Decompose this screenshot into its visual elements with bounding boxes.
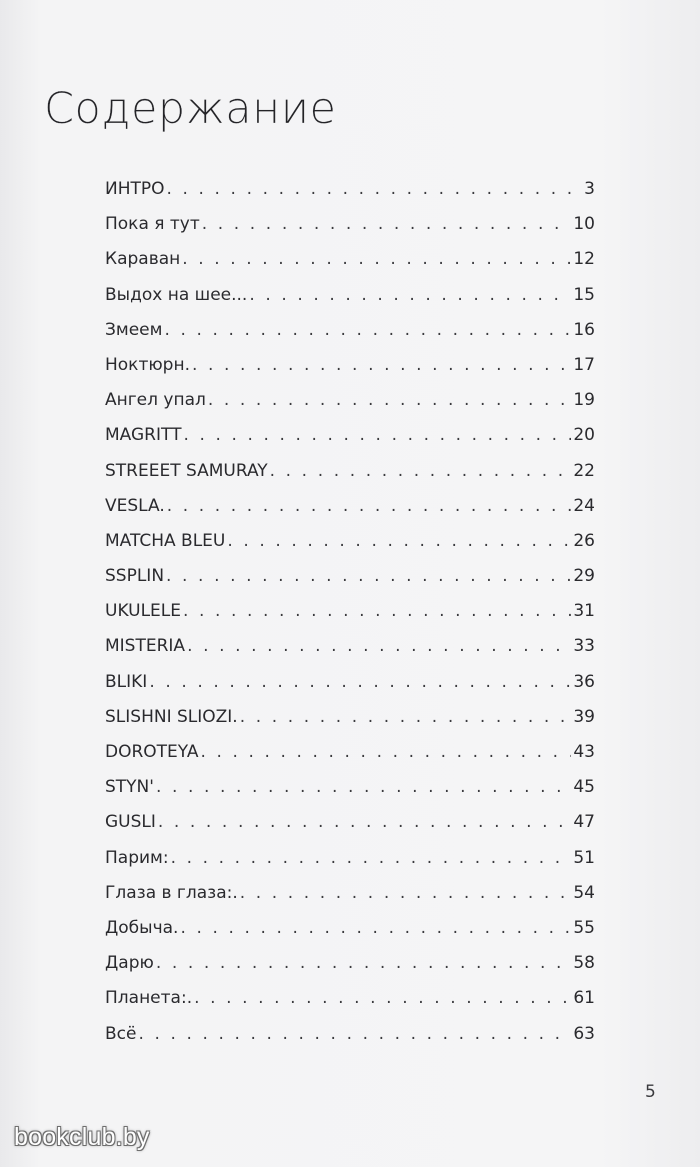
dot-leader (200, 735, 571, 770)
toc-entry-page: 3 (584, 179, 595, 199)
toc-entry-title: Змеем (105, 319, 163, 340)
toc-entry-title: ИНТРО (105, 179, 165, 199)
toc-entry-title: Караван (105, 249, 181, 270)
toc-entry (105, 700, 595, 735)
toc-entry-title: STREEET SAMURAY (105, 460, 268, 481)
toc-entry-page: 22 (573, 460, 595, 481)
dot-leader (182, 242, 571, 277)
dot-leader (192, 348, 571, 383)
toc-entry (105, 559, 595, 594)
dot-leader (166, 559, 571, 594)
toc-entry-title: Глаза в глаза:. (105, 882, 238, 903)
dot-leader (194, 981, 571, 1016)
toc-entry-title: Пока я тут (105, 214, 200, 235)
dot-leader (187, 629, 571, 664)
dot-leader (249, 278, 571, 313)
toc-entry-page: 43 (573, 742, 595, 762)
dot-leader (180, 911, 571, 946)
toc-entry-title: UKULELE (105, 601, 182, 622)
toc-entry (105, 172, 595, 207)
toc-entry (105, 313, 595, 348)
toc-entry-page: 61 (573, 988, 595, 1009)
toc-entry-page: 63 (573, 1023, 595, 1044)
toc-entry (105, 665, 595, 700)
toc-entry (105, 876, 595, 911)
toc-entry (105, 981, 595, 1016)
toc-entry-title: STYN' (105, 777, 154, 798)
toc-entry-page: 24 (573, 495, 595, 516)
toc-entry-page: 26 (573, 530, 595, 551)
toc-entry-title: Добыча. (105, 917, 179, 938)
toc-entry-page: 20 (573, 425, 595, 446)
table-of-contents (105, 172, 595, 1052)
toc-entry (105, 594, 595, 629)
dot-leader (227, 524, 571, 559)
dot-leader (240, 700, 572, 735)
toc-entry (105, 770, 595, 805)
toc-entry-title: GUSLI (105, 812, 156, 833)
toc-entry-title: VESLA. (105, 495, 165, 516)
page-title: Содержание (44, 84, 337, 134)
toc-entry-title: Ангел упал (105, 390, 206, 411)
toc-entry-page: 31 (573, 601, 595, 622)
page-number: 5 (645, 1082, 656, 1102)
watermark: bookclub.by (14, 1123, 150, 1151)
toc-entry-title: MISTERIA (105, 636, 186, 657)
toc-entry-title: Ноктюрн. (105, 354, 190, 375)
toc-entry (105, 418, 595, 453)
toc-entry-title: Планета:. (105, 988, 193, 1009)
toc-entry-page: 45 (573, 777, 595, 798)
toc-entry (105, 207, 595, 242)
toc-entry (105, 805, 595, 840)
toc-entry-page: 51 (573, 847, 595, 868)
dot-leader (240, 876, 572, 911)
toc-entry-page: 15 (573, 284, 595, 305)
dot-leader (156, 946, 572, 981)
toc-entry-title: Дарю (105, 953, 154, 974)
dot-leader (156, 770, 571, 805)
toc-entry (105, 242, 595, 277)
toc-entry-title: MAGRITT (105, 425, 182, 446)
dot-leader (164, 313, 571, 348)
toc-entry-page: 12 (573, 249, 595, 270)
toc-entry-page: 39 (573, 706, 595, 727)
toc-entry-page: 17 (573, 354, 595, 375)
toc-entry-page: 54 (573, 882, 595, 903)
toc-entry (105, 278, 595, 313)
toc-entry (105, 946, 595, 981)
toc-entry-page: 33 (573, 636, 595, 657)
dot-leader (208, 383, 571, 418)
dot-leader (149, 665, 571, 700)
toc-entry (105, 735, 595, 770)
toc-entry-page: 36 (573, 671, 595, 692)
toc-entry-page: 58 (573, 953, 595, 974)
toc-entry (105, 629, 595, 664)
toc-entry-title: BLIKI (105, 671, 148, 692)
toc-entry-title: MATCHA BLEU (105, 530, 226, 551)
dot-leader (167, 489, 572, 524)
toc-entry-title: SLISHNI SLIOZI. (105, 706, 238, 727)
toc-entry (105, 911, 595, 946)
toc-entry (105, 489, 595, 524)
toc-entry (105, 1017, 595, 1052)
toc-entry-page: 19 (573, 390, 595, 411)
toc-entry-title: Всё (105, 1023, 137, 1044)
toc-entry-page: 47 (573, 812, 595, 833)
toc-entry-title: DOROTEYA (105, 742, 199, 762)
dot-leader (183, 418, 571, 453)
toc-entry-title: SSPLIN (105, 566, 165, 587)
dot-leader (171, 841, 572, 876)
toc-entry (105, 524, 595, 559)
toc-entry-title: Парим: (105, 847, 169, 868)
toc-entry (105, 454, 595, 489)
dot-leader (270, 454, 572, 489)
dot-leader (167, 172, 583, 207)
dot-leader (202, 207, 572, 242)
dot-leader (138, 1017, 571, 1052)
toc-entry-title: Выдох на шее... (105, 284, 248, 305)
toc-entry (105, 383, 595, 418)
dot-leader (158, 805, 571, 840)
toc-entry-page: 10 (573, 214, 595, 235)
toc-entry-page: 29 (573, 566, 595, 587)
toc-entry-page: 55 (573, 917, 595, 938)
toc-entry (105, 348, 595, 383)
toc-entry (105, 841, 595, 876)
dot-leader (183, 594, 571, 629)
toc-entry-page: 16 (573, 319, 595, 340)
